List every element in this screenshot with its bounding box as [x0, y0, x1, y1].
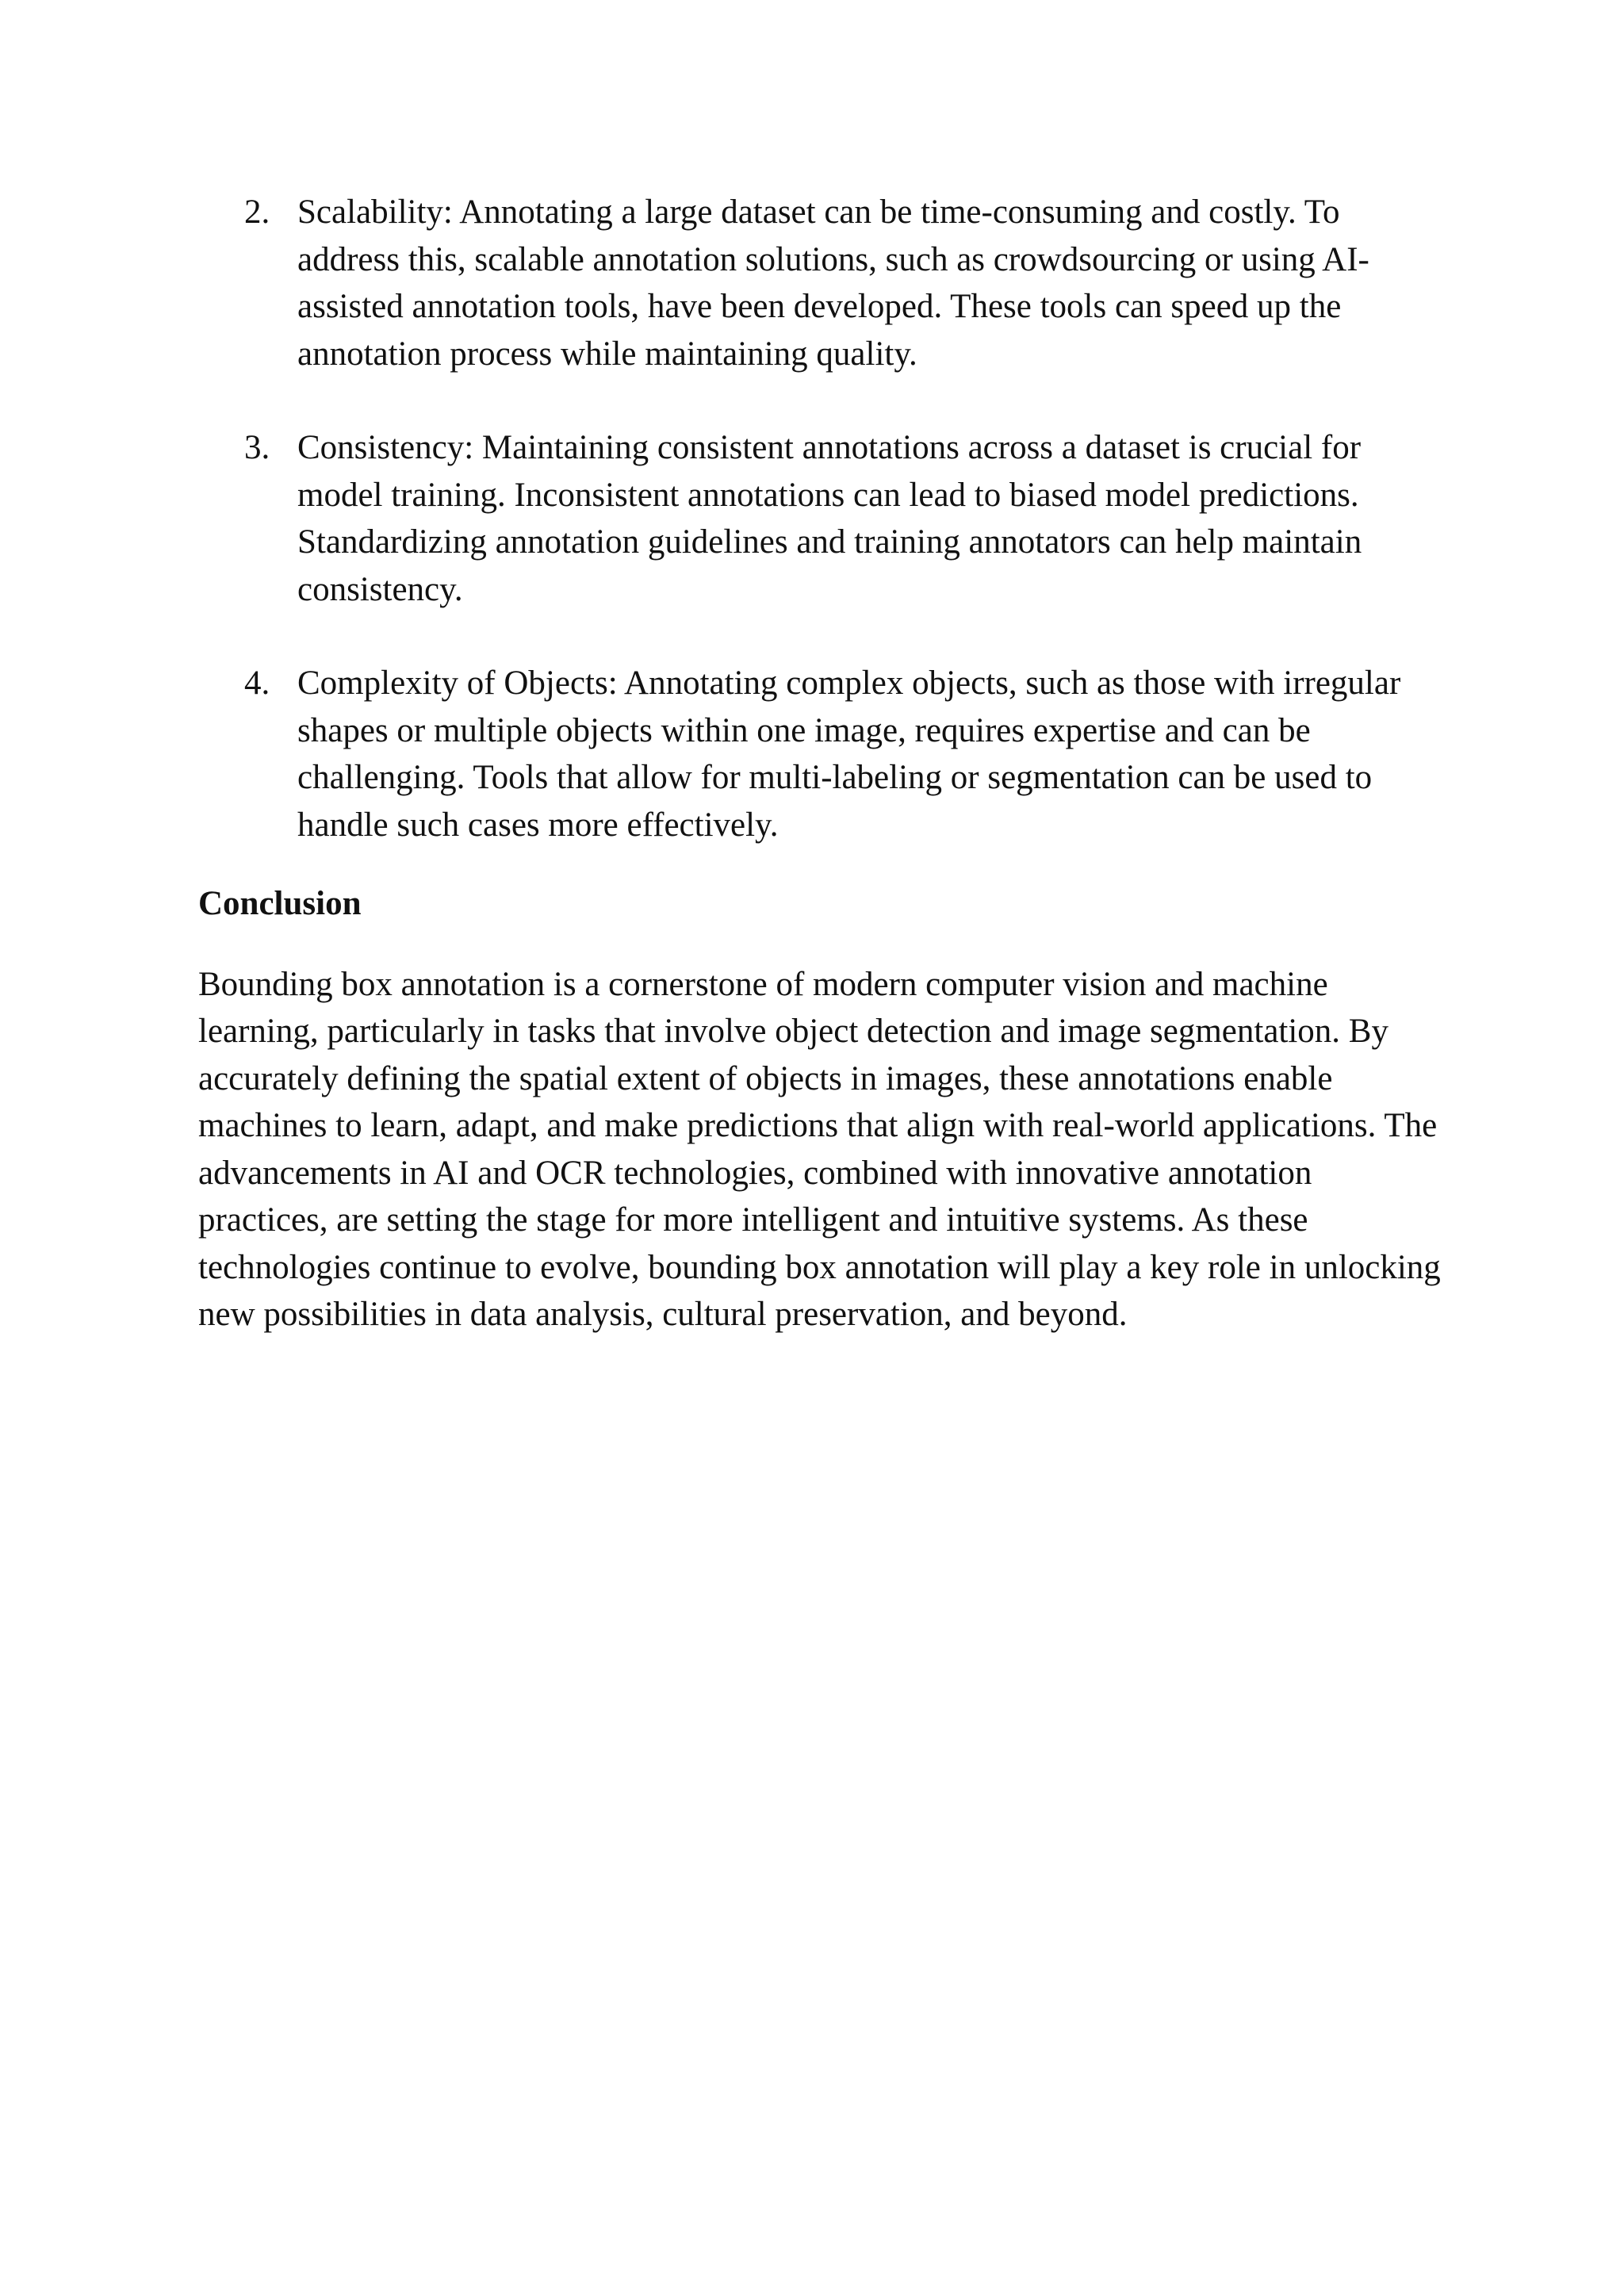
list-item-text: Scalability: Annotating a large dataset can be time-consuming and costly. To address this, scalable annotation solutions, such as crowdsourcing or using AI-assisted annotation tools, have been developed. These tools can speed up the annotation process while maintaining quality. [297, 193, 1369, 373]
list-item [198, 660, 1443, 848]
list-item [198, 189, 1443, 377]
list-item-text: Consistency: Maintaining consistent annotations across a dataset is crucial for model training. Inconsistent annotations can lead to biased model predictions. Standardizing annotation guidelines and training annotators can help maintain consistency. [297, 429, 1362, 608]
list-item-number: 3. [244, 429, 270, 466]
conclusion-heading: Conclusion [198, 885, 362, 922]
challenges-list [198, 189, 1443, 848]
list-item-number: 4. [244, 664, 270, 702]
list-item-text: Complexity of Objects: Annotating complex objects, such as those with irregular shapes or multiple objects within one image, requires expertise and can be challenging. Tools that allow for multi-labeling or segmentation can be used to handle such cases more effectively. [297, 664, 1401, 844]
list-item [198, 424, 1443, 613]
list-item-number: 2. [244, 193, 270, 231]
document-page [198, 189, 1443, 1338]
conclusion-paragraph: Bounding box annotation is a cornerstone of modern computer vision and machine learning, particularly in tasks that involve object detection and image segmentation. By accurately defining the spatial extent of objects in images, these annotations enable machines to learn, adapt, and make predictions that align with real-world applications. The advancements in AI and OCR technologies, combined with innovative annotation practices, are setting the stage for more intelligent and intuitive systems. As these technologies continue to evolve, bounding box annotation will play a key role in unlocking new possibilities in data analysis, cultural preservation, and beyond. [198, 965, 1441, 1333]
